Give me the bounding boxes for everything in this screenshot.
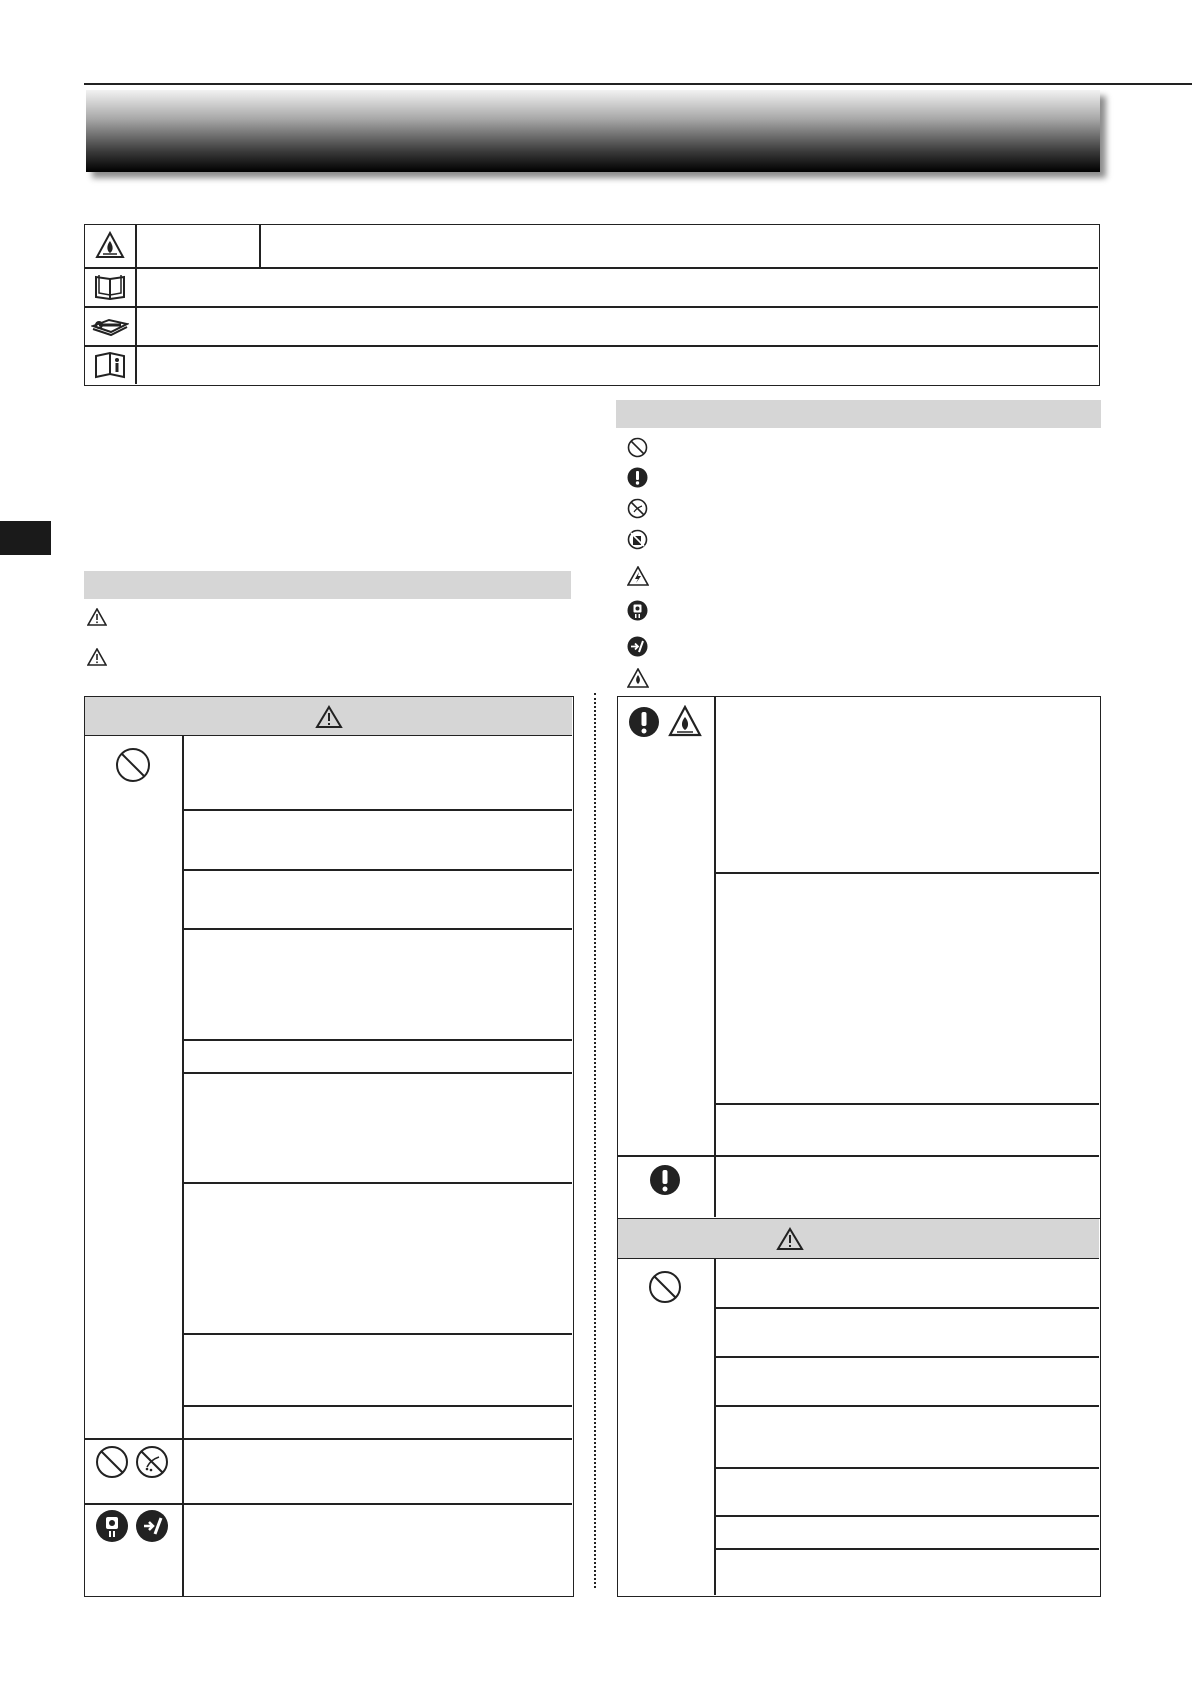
mandatory-icon bbox=[649, 1163, 681, 1197]
prohibited-icon bbox=[648, 1270, 682, 1304]
instruction-icon bbox=[135, 1509, 169, 1543]
electric-shock-icon bbox=[627, 566, 649, 586]
column-divider bbox=[594, 693, 596, 1588]
section-title-banner bbox=[86, 90, 1100, 172]
service-manual-icon bbox=[91, 312, 129, 338]
prohibited-icon bbox=[115, 747, 151, 783]
unplug-icon bbox=[95, 1509, 129, 1543]
do-not-wet-icon bbox=[627, 498, 648, 519]
warning-triangle-icon bbox=[315, 705, 343, 729]
do-not-wet-icon bbox=[135, 1445, 169, 1479]
top-rule bbox=[84, 83, 1192, 85]
warning-table bbox=[84, 696, 574, 1597]
prohibited-icon bbox=[627, 437, 648, 458]
operating-manual-icon bbox=[93, 273, 127, 301]
markings-header-bar bbox=[84, 571, 571, 599]
mandatory-icon bbox=[627, 467, 648, 488]
caution-table-header bbox=[618, 1219, 1099, 1259]
caution-table bbox=[617, 1218, 1101, 1597]
flammable-icon bbox=[627, 668, 649, 688]
warning-triangle-icon bbox=[87, 608, 107, 626]
wet-hands-prohibited-icon bbox=[627, 529, 648, 550]
information-manual-icon bbox=[93, 350, 127, 380]
warning-table-continued bbox=[617, 696, 1101, 1219]
warning-table-header bbox=[85, 697, 572, 736]
mandatory-icon bbox=[628, 705, 660, 739]
caution-triangle-icon bbox=[87, 648, 107, 666]
instruction-icon bbox=[627, 636, 648, 657]
symbol-legend-table bbox=[84, 224, 1100, 386]
caution-triangle-icon bbox=[776, 1227, 804, 1251]
flammable-icon bbox=[668, 705, 702, 737]
symbols-header-bar bbox=[616, 400, 1101, 428]
flammable-warning-icon bbox=[95, 231, 125, 259]
language-side-tab bbox=[0, 521, 51, 555]
prohibited-icon bbox=[95, 1445, 129, 1479]
unplug-icon bbox=[627, 600, 648, 621]
